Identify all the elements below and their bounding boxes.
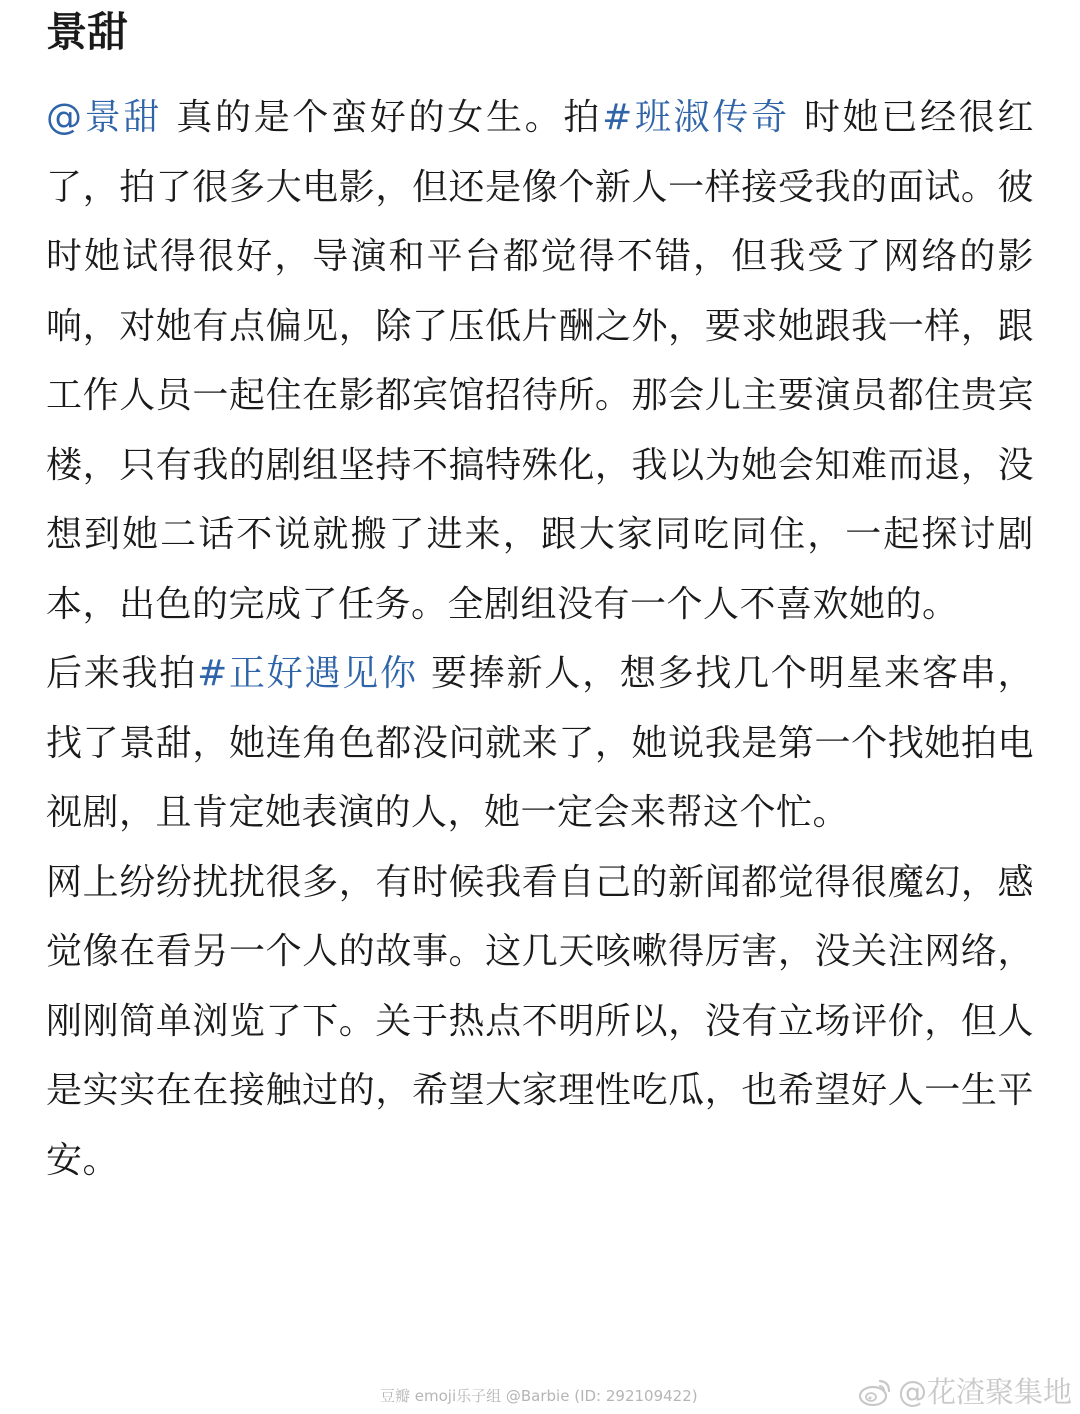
paragraph-2-text-a: 后来我拍 — [46, 653, 198, 694]
post-title: 景甜 — [46, 8, 128, 56]
paragraph-3: 网上纷纷扰扰很多，有时候我看自己的新闻都觉得很魔幻，感觉像在看另一个人的故事。这几天咳嗽得厉害，没关注网络，刚刚简单浏览了下。关于热点不明所以，没有立场评价，但人是实实在在接触过的，希望大家理性吃瓜，也希望好人一生平安。 — [46, 861, 1034, 1181]
source-caption: 豆瓣 emoji乐子组 @Barbie (ID: 292109422) — [380, 1387, 698, 1405]
watermark-text: @花渣聚集地 — [897, 1375, 1072, 1409]
paragraph-1-text-b: 时她已经很红了，拍了很多大电影，但还是像个新人一样接受我的面试。彼时她试得很好，导演和平台都觉得不错，但我受了网络的影响，对她有点偏见，除了压低片酬之外，要求她跟我一样，跟工作人员一起住在影都宾馆招待所。那会儿主要演员都住贵宾楼，只有我的剧组坚持不搞特殊化，我以为她会知难而退，没想到她二话不说就搬了进来，跟大家同吃同住，一起探讨剧本，出色的完成了任务。全剧组没有一个人不喜欢她的。 — [46, 97, 1034, 625]
hashtag-link-2[interactable]: #正好遇见你 — [197, 653, 418, 694]
paragraph-1 — [46, 83, 1034, 639]
hashtag-link-1[interactable]: #班淑传奇 — [602, 97, 790, 138]
watermark — [858, 1372, 1072, 1412]
weibo-icon — [858, 1377, 892, 1407]
mention-link[interactable]: @景甜 — [46, 97, 163, 138]
paragraph-2 — [46, 639, 1034, 848]
paragraph-2-text-b: 要捧新人，想多找几个明星来客串，找了景甜，她连角色都没问就来了，她说我是第一个找她拍电视剧，且肯定她表演的人，她一定会来帮这个忙。 — [46, 653, 1034, 833]
paragraph-1-text-a: 真的是个蛮好的女生。拍 — [162, 97, 603, 138]
